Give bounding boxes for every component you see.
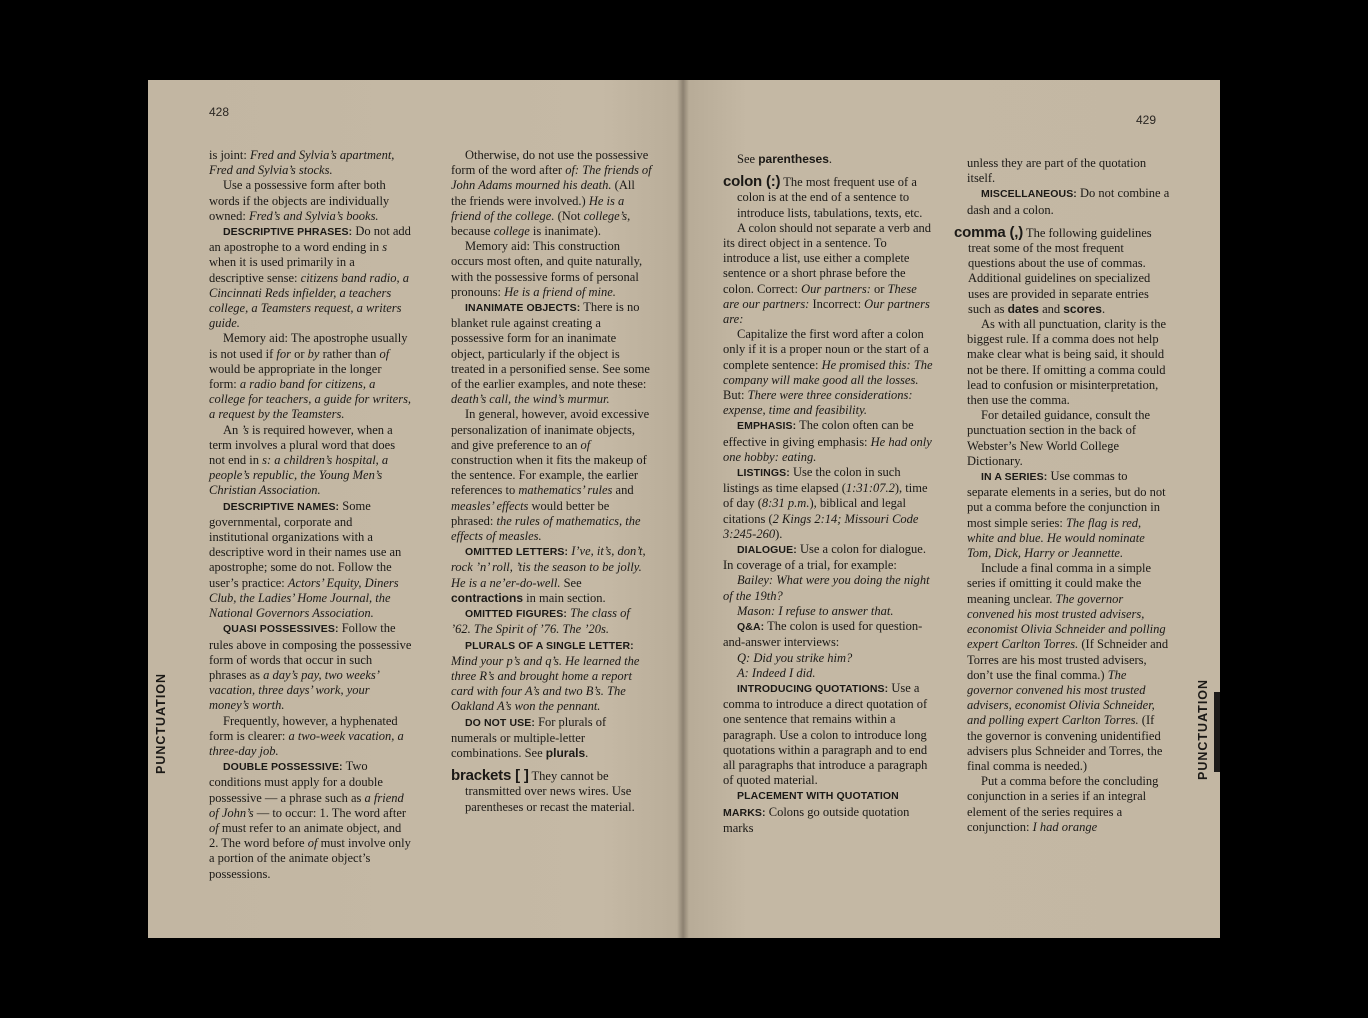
- paragraph: Memory aid: This construction occurs most often, and quite naturally, with the possessive forms of personal pronouns: He is a friend of mine.: [451, 239, 643, 299]
- paragraph: LISTINGS: Use the colon in such listings as time elapsed (1:31:07.2), time of day (8:31 p.m.), biblical and legal citations (2 Kings 2:14; Missouri Code 3:245-260).: [723, 465, 928, 541]
- paragraph: As with all punctuation, clarity is the biggest rule. If a comma does not help make clear what is being said, it should not be there. If omitting a comma could lead to confusion or misinterpretation, then use the comma.: [967, 317, 1167, 408]
- left-column-2: [451, 148, 652, 815]
- paragraph: Mason: I refuse to answer that.: [737, 603, 894, 618]
- right-column-1: [723, 152, 933, 836]
- section-tab-marker: [1214, 692, 1220, 772]
- paragraph: Use a possessive form after both words if the objects are individually owned: Fred’s and Sylvia’s books.: [209, 178, 390, 223]
- paragraph: PLACEMENT WITH QUOTATION MARKS: Colons go outside quotation marks: [723, 790, 910, 835]
- paragraph: OMITTED LETTERS: I’ve, it’s, don’t, rock ’n’ roll, ’tis the season to be jolly. He is a ne’er-do-well. See contractions in main section.: [451, 544, 646, 605]
- paragraph: DO NOT USE: For plurals of numerals or multiple-letter combinations. See plurals.: [451, 714, 607, 760]
- right-column-2: [954, 156, 1171, 835]
- paragraph: DESCRIPTIVE NAMES: Some governmental, corporate and institutional organizations with a descriptive word in their names use an apostrophe; some do not. Follow the user’s practice: Actors’ Equity, Diners Club, the Ladies’ Home Journal, the National Governors Association.: [209, 498, 402, 621]
- paragraph: Q&A: The colon is used for question-and-answer interviews:: [723, 619, 923, 650]
- paragraph: is joint: Fred and Sylvia’s apartment, Fred and Sylvia’s stocks.: [209, 148, 395, 178]
- paragraph: Otherwise, do not use the possessive form of the word after of: The friends of John Adams mourned his death. (All the friends were involved.) He is a friend of the college. (Not college’s, because college is inanimate).: [451, 148, 652, 239]
- entry-brackets: brackets [ ] They cannot be transmitted over news wires. Use parentheses or recast the material.: [451, 767, 635, 814]
- paragraph: IN A SERIES: Use commas to separate elements in a series, but do not put a comma before the conjunction in most simple series: The flag is red, white and blue. He would nominate Tom, Dick, Harry or Jeannette.: [967, 469, 1166, 561]
- paragraph: Include a final comma in a simple series if omitting it could make the meaning unclear. The governor convened his most trusted advisers, economist Olivia Schneider and polling expert Carlton Torres. (If Schneider and Torres are his most trusted advisers, don’t use the final comma.) The governor convened his most trusted advisers, economist Olivia Schneider, and polling expert Carlton Torres. (If the governor is convening unidentified advisers plus Schneider and Torres, the final comma is needed.): [967, 561, 1169, 773]
- paragraph: In general, however, avoid excessive personalization of inanimate objects, and give preference to an of construction when it fits the makeup of the sentence. For example, the earlier references to mathematics’ rules and measles’ effects would better be phrased: the rules of mathematics, the effects of measles.: [451, 407, 650, 544]
- paragraph: Bailey: What were you doing the night of the 19th?: [723, 573, 930, 603]
- paragraph: INANIMATE OBJECTS: There is no blanket rule against creating a possessive form for an inanimate object, particularly if the object is treated in a personified sense. See some of the earlier examples, and note these: death’s call, the wind’s murmur.: [451, 300, 650, 407]
- see-reference: See parentheses.: [737, 152, 833, 166]
- open-book: [148, 80, 1220, 938]
- left-column-1: [209, 148, 412, 882]
- paragraph: DESCRIPTIVE PHRASES: Do not add an apostrophe to a word ending in s when it is used primarily in a descriptive sense: citizens band radio, a Cincinnati Reds infielder, a teachers college, a Teamsters request, a writers guide.: [209, 224, 411, 331]
- paragraph: An ’s is required however, when a term involves a plural word that does not end in s: a children’s hospital, a people’s republic, the Young Men’s Christian Association.: [209, 422, 396, 498]
- side-label-right: PUNCTUATION: [1196, 678, 1210, 780]
- paragraph: INTRODUCING QUOTATIONS: Use a comma to introduce a direct quotation of one sentence that remains within a paragraph. Use a colon to introduce long quotations within a paragraph and to end all paragraphs that introduce a paragraph of quoted material.: [723, 680, 928, 788]
- paragraph: Put a comma before the concluding conjunction in a series if an integral element of the series requires a conjunction: I had orange: [967, 774, 1159, 834]
- paragraph: A colon should not separate a verb and its direct object in a sentence. To introduce a list, use either a complete sentence or a short phrase before the colon. Correct: Our partners: or These are our partners: Incorrect: Our partners are:: [723, 220, 932, 327]
- paragraph: Q: Did you strike him?: [737, 650, 853, 665]
- book-gutter: [677, 80, 689, 938]
- paragraph: Memory aid: The apostrophe usually is not used if for or by rather than of would be appropriate in the longer form: a radio band for citizens, a college for teachers, a guide for writers, a request by the Teamsters.: [209, 331, 412, 422]
- paragraph: MISCELLANEOUS: Do not combine a dash and a colon.: [967, 186, 1170, 217]
- entry-comma: comma (,) The following guidelines treat some of the most frequent questions about the use of commas. Additional guidelines on specialized uses are provided in separate entries such as dates and scores.: [954, 223, 1152, 316]
- paragraph: A: Indeed I did.: [737, 665, 816, 680]
- paragraph: Capitalize the first word after a colon only if it is a proper noun or the start of a complete sentence: He promised this: The company will make good all the losses. But: There were three considerations: expense, time and feasibility.: [723, 327, 933, 418]
- paragraph: unless they are part of the quotation itself.: [967, 156, 1147, 186]
- entry-colon: colon (:) The most frequent use of a colon is at the end of a sentence to introduce lists, tabulations, texts, etc.: [723, 173, 923, 220]
- page-number-right: 429: [1136, 113, 1157, 127]
- page-number-left: 428: [209, 105, 230, 119]
- paragraph: OMITTED FIGURES: The class of ’62. The Spirit of ’76. The ’20s.: [451, 606, 630, 637]
- paragraph: DIALOGUE: Use a colon for dialogue. In coverage of a trial, for example:: [723, 542, 926, 573]
- right-page: [683, 80, 1220, 938]
- paragraph: For detailed guidance, consult the punctuation section in the back of Webster’s New World College Dictionary.: [967, 408, 1151, 468]
- side-label-left: PUNCTUATION: [154, 672, 168, 774]
- paragraph: Frequently, however, a hyphenated form is clearer: a two-week vacation, a three-day job.: [209, 713, 404, 758]
- left-page: [148, 80, 683, 938]
- paragraph: QUASI POSSESSIVES: Follow the rules above in composing the possessive form of words that occur in such phrases as a day’s pay, two weeks’ vacation, three days’ work, your money’s worth.: [209, 621, 412, 713]
- paragraph: EMPHASIS: The colon often can be effective in giving emphasis: He had only one hobby: eating.: [723, 418, 932, 464]
- paragraph: PLURALS OF A SINGLE LETTER: Mind your p’s and q’s. He learned the three R’s and brought home a report card with four A’s and two B’s. The Oakland A’s won the pennant.: [451, 639, 640, 714]
- paragraph: DOUBLE POSSESSIVE: Two conditions must apply for a double possessive — a phrase such as a friend of John’s — to occur: 1. The word after of must refer to an animate object, and 2. The word before of must involve only a portion of the animate object’s possessions.: [209, 759, 411, 881]
